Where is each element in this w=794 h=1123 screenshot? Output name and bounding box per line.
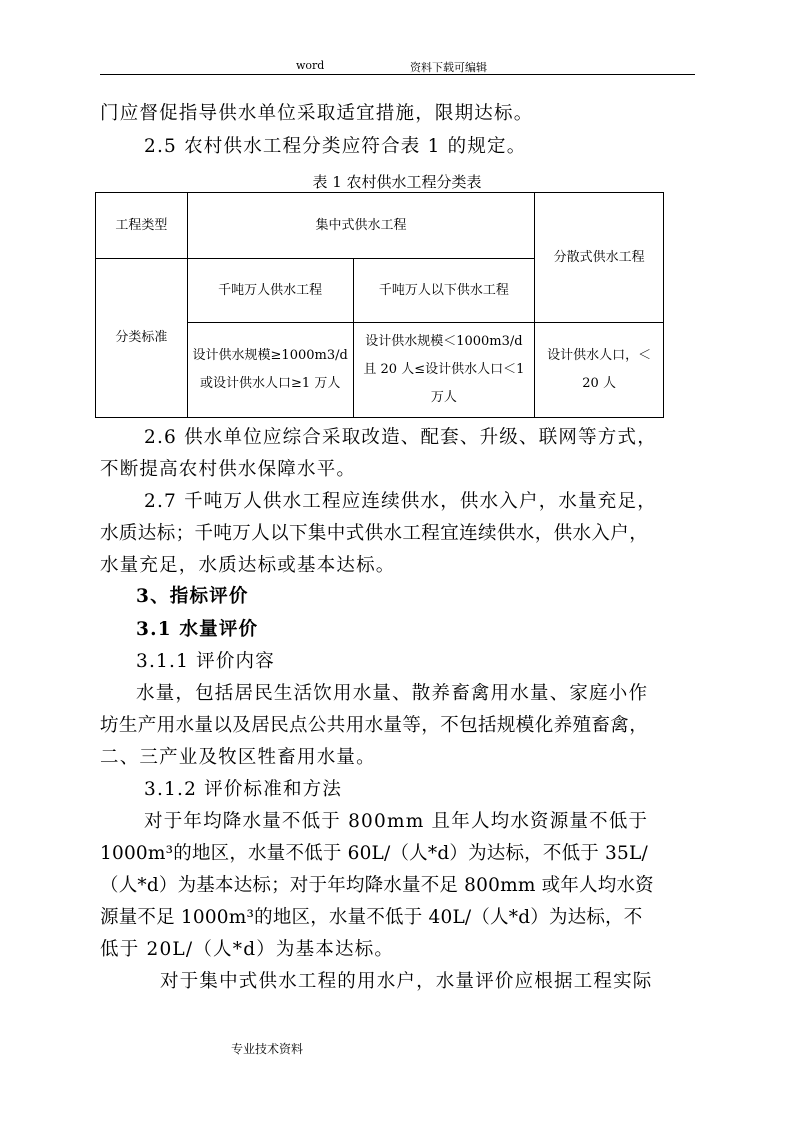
text-line: （人*d）为基本达标；对于年均降水量不足 800mm 或年人均水资 xyxy=(100,875,654,896)
text-line: 对于集中式供水工程的用水户，水量评价应根据工程实际 xyxy=(160,971,653,992)
header-right: 资料下载可编辑 xyxy=(410,61,487,74)
text-line: 水量充足，水质达标或基本达标。 xyxy=(100,555,396,576)
large-header: 千吨万人供水工程 xyxy=(218,282,323,298)
text-line: 对于年均降水量不低于 800mm 且年人均水资源量不低于 xyxy=(144,811,649,832)
dispersed-header: 分散式供水工程 xyxy=(553,249,645,265)
text-line: 水量，包括居民生活饮用水量、散养畜禽用水量、家庭小作 xyxy=(136,683,649,704)
text-line: 2.5 农村供水工程分类应符合表 1 的规定。 xyxy=(144,136,527,157)
dispersed-criteria-cell xyxy=(535,323,664,418)
text-line: 二、三产业及牧区牲畜用水量。 xyxy=(100,747,376,768)
section-heading: 3、指标评价 xyxy=(136,586,249,607)
text-line: 不断提高农村供水保障水平。 xyxy=(100,459,357,480)
criteria-header-cell xyxy=(96,259,188,418)
text-line: 坊生产用水量以及居民点公共用水量等，不包括规模化养殖畜禽， xyxy=(100,715,649,736)
text-line: 2.7 千吨万人供水工程应连续供水，供水入户，水量充足， xyxy=(144,491,657,512)
text-line: 1000m³的地区，水量不低于 60L/（人*d）为达标，不低于 35L/ xyxy=(100,843,648,864)
small-header: 千吨万人以下供水工程 xyxy=(378,282,509,298)
dispersed-header-cell xyxy=(535,193,664,323)
type-header: 工程类型 xyxy=(115,217,168,233)
text-line: 水质达标；千吨万人以下集中式供水工程宜连续供水，供水入户， xyxy=(100,523,649,544)
header-left: word xyxy=(296,59,325,72)
text-line: 2.6 供水单位应综合采取改造、配套、升级、联网等方式， xyxy=(144,427,657,448)
criteria-header: 分类标准 xyxy=(115,330,168,345)
text-line: 源量不足 1000m³的地区，水量不低于 40L/（人*d）为达标，不 xyxy=(100,907,643,928)
text-line: 3.1.2 评价标准和方法 xyxy=(144,779,343,800)
small-header-cell xyxy=(353,259,535,323)
small-criteria-cell xyxy=(353,323,535,418)
large-criteria-cell xyxy=(187,323,353,418)
table-caption: 表 1 农村供水工程分类表 xyxy=(312,173,482,191)
text-line: 低于 20L/（人*d）为基本达标。 xyxy=(100,939,395,960)
page-header xyxy=(100,55,695,73)
centralized-header: 集中式供水工程 xyxy=(315,217,407,233)
small-criteria: 设计供水规模＜1000m3/d 且 20 人≤设计供水人口＜1 万人 xyxy=(363,334,525,405)
centralized-header-cell xyxy=(187,193,534,259)
large-criteria: 设计供水规模≥1000m3/d 或设计供水人口≥1 万人 xyxy=(192,348,348,391)
text-line: 门应督促指导供水单位采取适宜措施，限期达标。 xyxy=(100,103,534,124)
header-rule xyxy=(100,74,695,75)
text-line: 3.1.1 评价内容 xyxy=(136,651,275,672)
page-footer: 专业技术资料 xyxy=(231,1042,304,1056)
type-header-cell xyxy=(96,193,188,259)
large-header-cell xyxy=(187,259,353,323)
subsection-heading: 3.1 水量评价 xyxy=(136,619,259,640)
classification-table xyxy=(95,192,664,418)
dispersed-criteria: 设计供水人口，＜ 20 人 xyxy=(547,348,652,391)
